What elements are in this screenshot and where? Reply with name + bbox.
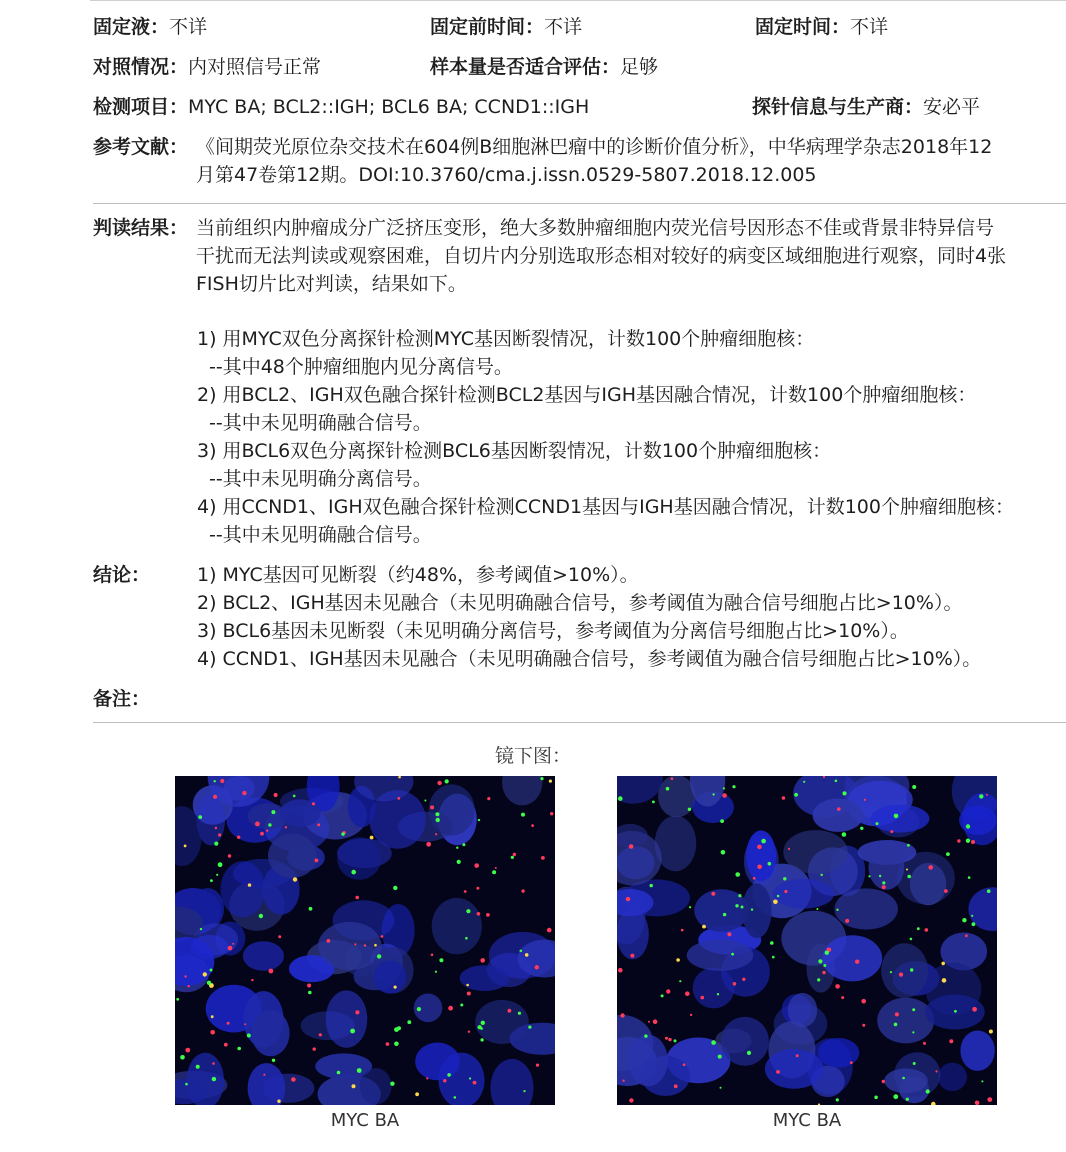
interpretation-line: 当前组织内肿瘤成分广泛挤压变形，绝大多数肿瘤细胞内荧光信号因形态不佳或背景非特异信号 [196, 217, 995, 239]
top-border [90, 0, 1066, 1]
fish-image-caption: MYC BA [330, 1110, 400, 1131]
interpretation-list [197, 325, 1066, 549]
conclusion-item: 1) MYC基因可见断裂（约48%，参考阈值>10%）。 [197, 564, 639, 586]
images-section-title: 镜下图： [494, 745, 571, 767]
interpretation-subitem: --其中未见明确融合信号。 [209, 412, 432, 434]
fish-image [617, 776, 997, 1105]
interpretation-item: 4) 用CCND1、IGH双色融合探针检测CCND1基因与IGH基因融合情况，计数100个肿瘤细胞核： [197, 496, 1014, 518]
probe-value: 安必平 [923, 96, 981, 118]
remarks-field [93, 685, 150, 713]
fixative-label: 固定液： [93, 16, 170, 38]
sample-field [430, 53, 658, 81]
reference-line: 月第47卷第12期。DOI:10.3760/cma.j.issn.0529-5807.2018.12.005 [196, 164, 817, 186]
fix-time-value: 不详 [850, 16, 889, 38]
conclusion-label-wrap [93, 561, 150, 589]
section-divider [93, 203, 1066, 204]
fix-time-label: 固定时间： [755, 16, 851, 38]
fish-micrograph [617, 776, 997, 1105]
conclusion-item: 3) BCL6基因未见断裂（未见明确分离信号，参考阈值为分离信号细胞占比>10%）。 [197, 620, 909, 642]
sample-label: 样本量是否适合评估： [430, 56, 621, 78]
fixative-value: 不详 [169, 16, 208, 38]
conclusion-list [197, 561, 1066, 673]
interpretation-item: 3) 用BCL6双色分离探针检测BCL6基因断裂情况，计数100个肿瘤细胞核： [197, 440, 832, 462]
interpretation-field [93, 214, 1066, 304]
interpretation-body [196, 214, 1066, 298]
fixative-field [93, 13, 207, 41]
section-divider [93, 722, 1066, 723]
interpretation-line: FISH切片比对判读，结果如下。 [196, 273, 467, 295]
prefix-time-value: 不详 [544, 16, 583, 38]
reference-label: 参考文献： [93, 136, 189, 158]
fish-micrograph [175, 776, 555, 1105]
probe-label: 探针信息与生产商： [752, 96, 924, 118]
conclusion-item: 4) CCND1、IGH基因未见融合（未见明确融合信号，参考阈值为融合信号细胞占比>10%）。 [197, 648, 982, 670]
interpretation-label: 判读结果： [93, 217, 189, 239]
control-label: 对照情况： [93, 56, 189, 78]
prefix-time-field [430, 13, 582, 41]
fish-image-caption: MYC BA [772, 1110, 842, 1131]
conclusion-label: 结论： [93, 564, 151, 586]
remarks-label: 备注： [93, 688, 151, 710]
fish-image [175, 776, 555, 1105]
prefix-time-label: 固定前时间： [430, 16, 545, 38]
interpretation-subitem: --其中未见明确融合信号。 [209, 524, 432, 546]
interpretation-item: 2) 用BCL2、IGH双色融合探针检测BCL2基因与IGH基因融合情况，计数100个肿瘤细胞核： [197, 384, 977, 406]
reference-field [93, 133, 1066, 193]
reference-body [196, 133, 1066, 189]
conclusion-item: 2) BCL2、IGH基因未见融合（未见明确融合信号，参考阈值为融合信号细胞占比>10%）。 [197, 592, 963, 614]
test-label: 检测项目： [93, 96, 189, 118]
test-value: MYC BA; BCL2::IGH; BCL6 BA; CCND1::IGH [188, 96, 590, 118]
interpretation-item: 1) 用MYC双色分离探针检测MYC基因断裂情况，计数100个肿瘤细胞核： [197, 328, 815, 350]
control-field [93, 53, 321, 81]
probe-field [752, 93, 980, 121]
interpretation-subitem: --其中未见明确分离信号。 [209, 468, 432, 490]
interpretation-subitem: --其中48个肿瘤细胞内见分离信号。 [209, 356, 513, 378]
sample-value: 足够 [620, 56, 659, 78]
fix-time-field [755, 13, 888, 41]
interpretation-line: 干扰而无法判读或观察困难，自切片内分别选取形态相对较好的病变区域细胞进行观察，同时4张 [196, 245, 1007, 267]
reference-line: 《间期荧光原位杂交技术在604例B细胞淋巴瘤中的诊断价值分析》，中华病理学杂志2018年12 [196, 136, 993, 158]
test-field [93, 93, 589, 121]
control-value: 内对照信号正常 [188, 56, 322, 78]
